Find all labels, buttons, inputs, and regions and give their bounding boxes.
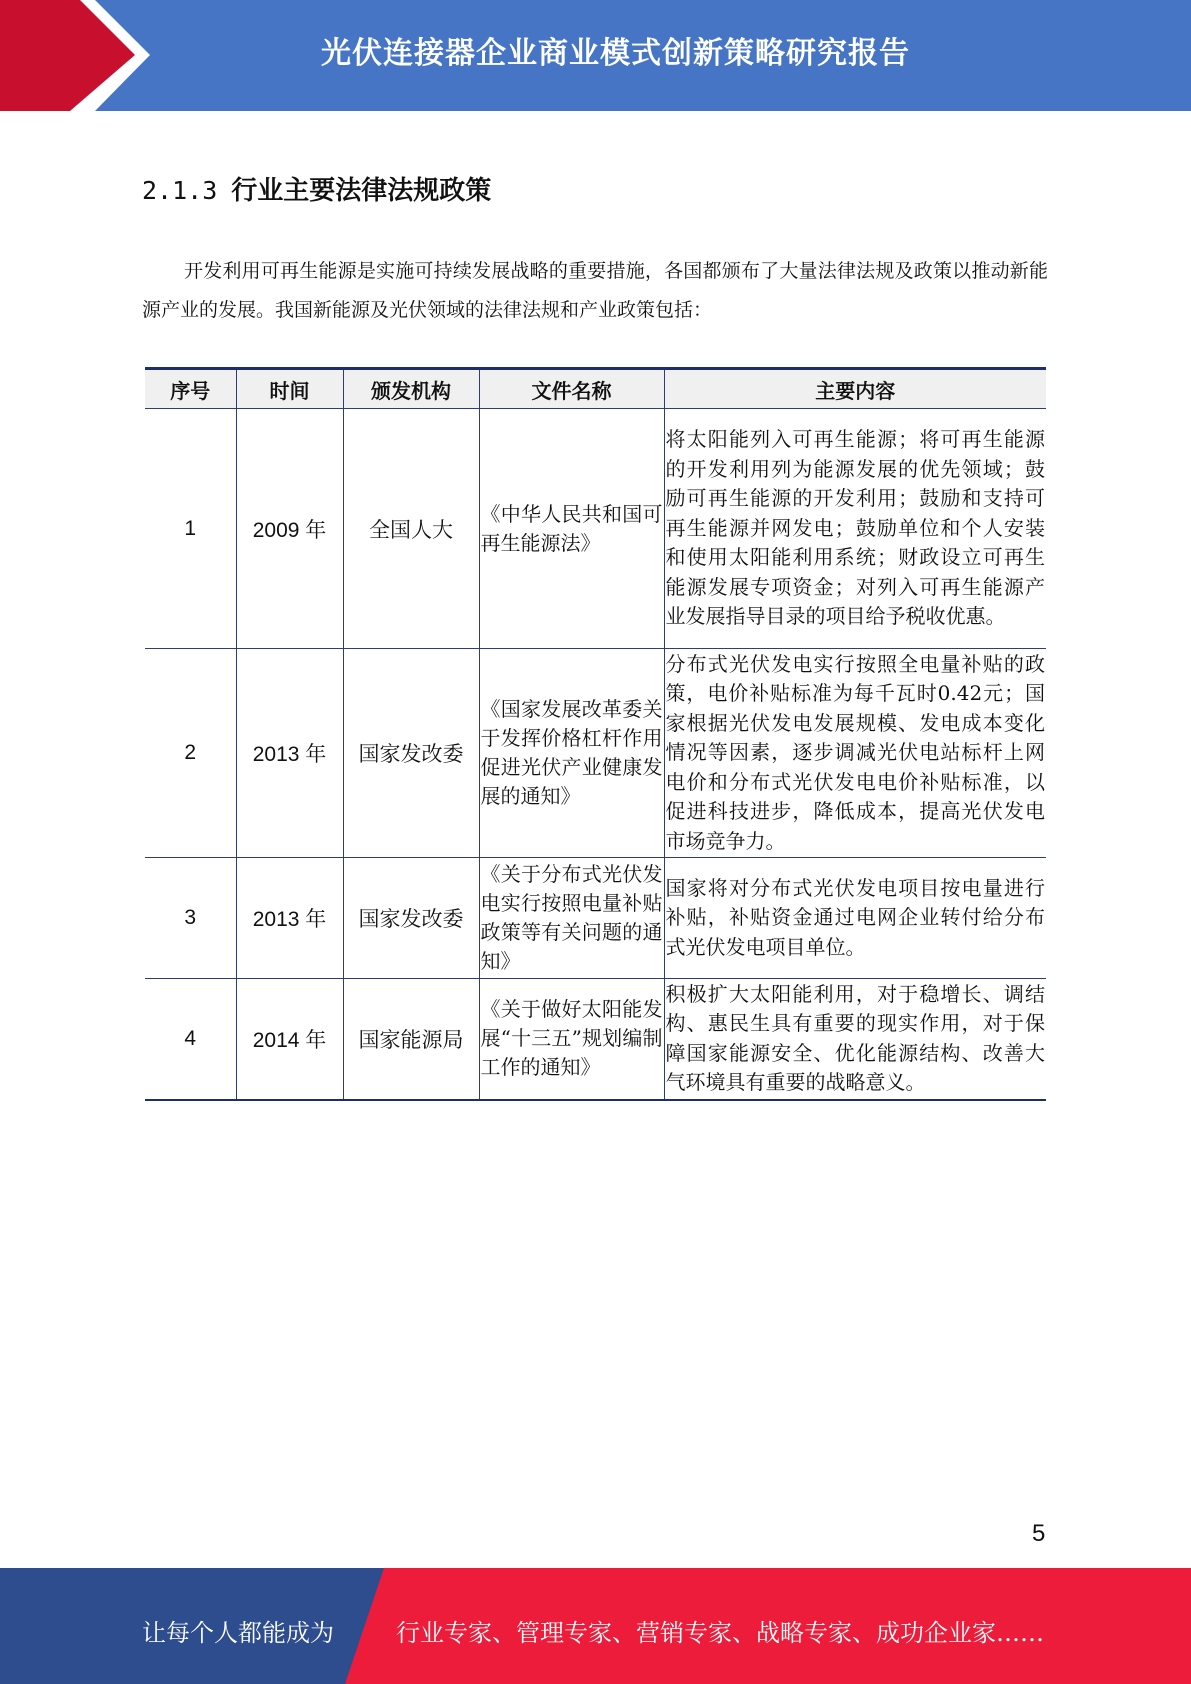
year-unit: 年 <box>305 742 327 766</box>
header-document: 文件名称 <box>479 369 664 409</box>
row-document: 《关于分布式光伏发电实行按照电量补贴政策等有关问题的通知》 <box>479 858 664 979</box>
year-value: 2014 <box>252 1028 300 1052</box>
row-index: 4 <box>145 979 236 1100</box>
intro-paragraph: 开发利用可再生能源是实施可持续发展战略的重要措施，各国都颁布了大量法律法规及政策以推动新能源产业的发展。我国新能源及光伏领域的法律法规和产业政策包括： <box>142 260 1048 321</box>
table-row <box>145 649 1046 858</box>
row-issuer: 国家发改委 <box>343 649 479 858</box>
page-footer <box>0 1568 1191 1684</box>
table-row <box>145 409 1046 649</box>
row-content: 分布式光伏发电实行按照全电量补贴的政策，电价补贴标准为每千瓦时0.42元；国家根据光伏发电发展规模、发电成本变化情况等因素，逐步调减光伏电站标杆上网电价和分布式光伏发电电价补贴标准，以促进科技进步，降低成本，提高光伏发电市场竞争力。 <box>664 649 1046 858</box>
row-issuer: 国家发改委 <box>343 858 479 979</box>
section-number: 2.1.3 <box>142 176 218 205</box>
row-document: 《关于做好太阳能发展“十三五”规划编制工作的通知》 <box>479 979 664 1100</box>
table-header-row <box>145 369 1046 409</box>
header-content: 主要内容 <box>664 369 1046 409</box>
section-title: 行业主要法律法规政策 <box>231 176 492 206</box>
row-year <box>236 409 343 649</box>
row-document: 《国家发展改革委关于发挥价格杠杆作用促进光伏产业健康发展的通知》 <box>479 649 664 858</box>
row-content: 积极扩大太阳能利用，对于稳增长、调结构、惠民生具有重要的现实作用，对于保障国家能源安全、优化能源结构、改善大气环境具有重要的战略意义。 <box>664 979 1046 1100</box>
table-row <box>145 979 1046 1100</box>
year-value: 2009 <box>252 518 300 542</box>
row-index: 3 <box>145 858 236 979</box>
footer-slogan-left: 让每个人都能成为 <box>142 1619 334 1647</box>
year-unit: 年 <box>305 1027 327 1052</box>
row-year <box>236 858 343 979</box>
year-unit: 年 <box>305 907 327 931</box>
footer-slogan-right: 行业专家、管理专家、营销专家、战略专家、成功企业家…… <box>396 1619 1044 1647</box>
page-number: 5 <box>1032 1520 1046 1547</box>
section-heading <box>142 170 491 207</box>
row-document: 《中华人民共和国可再生能源法》 <box>479 409 664 649</box>
row-content: 国家将对分布式光伏发电项目按电量进行补贴，补贴资金通过电网企业转付给分布式光伏发电项目单位。 <box>664 858 1046 979</box>
row-issuer: 全国人大 <box>343 409 479 649</box>
year-value: 2013 <box>252 743 300 766</box>
header-index: 序号 <box>145 369 236 409</box>
header-time: 时间 <box>236 369 343 409</box>
page-header <box>0 0 1191 111</box>
header-issuer: 颁发机构 <box>343 369 479 409</box>
row-index: 2 <box>145 649 236 858</box>
report-title: 光伏连接器企业商业模式创新策略研究报告 <box>321 36 910 71</box>
row-index: 1 <box>145 409 236 649</box>
year-unit: 年 <box>305 517 327 542</box>
row-content: 将太阳能列入可再生能源；将可再生能源的开发利用列为能源发展的优先领域；鼓励可再生能源的开发利用；鼓励和支持可再生能源并网发电；鼓励单位和个人安装和使用太阳能利用系统；财政设立可再生能源发展专项资金；对列入可再生能源产业发展指导目录的项目给予税收优惠。 <box>664 409 1046 649</box>
policy-table <box>145 367 1046 1101</box>
year-value: 2013 <box>252 908 300 931</box>
row-issuer: 国家能源局 <box>343 979 479 1100</box>
row-year <box>236 979 343 1100</box>
table-row <box>145 858 1046 979</box>
row-year <box>236 649 343 858</box>
